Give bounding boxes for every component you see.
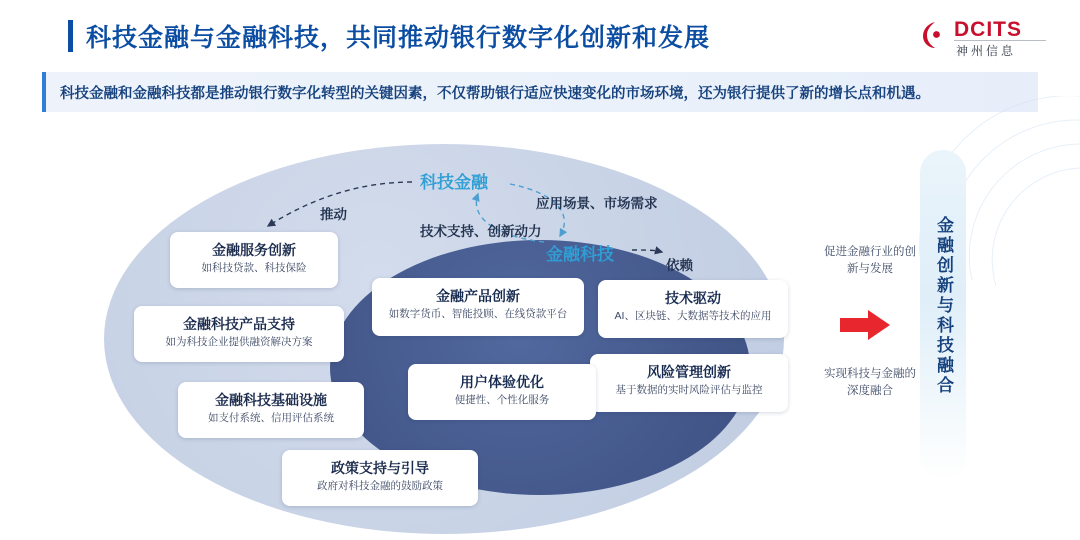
card-subtitle: AI、区块链、大数据等技术的应用 xyxy=(614,310,772,322)
card-title: 风险管理创新 xyxy=(647,364,731,380)
card-subtitle: 如科技贷款、科技保险 xyxy=(201,262,307,274)
card-outer-4[interactable] xyxy=(282,450,478,506)
card-inner-4[interactable] xyxy=(408,364,596,420)
card-inner-3[interactable] xyxy=(590,354,788,412)
label-relation-scenario-demand: 应用场景、市场需求 xyxy=(536,196,658,211)
card-title: 金融产品创新 xyxy=(436,288,520,304)
card-title: 用户体验优化 xyxy=(460,374,544,390)
card-title: 金融科技产品支持 xyxy=(183,316,295,332)
logo-text-sub: 神州信息 xyxy=(956,44,1017,58)
card-title: 政策支持与引导 xyxy=(331,460,429,476)
page-title: 科技金融与金融科技，共同推动银行数字化创新和发展 xyxy=(86,24,711,52)
card-outer-3[interactable] xyxy=(178,382,364,438)
red-arrow-icon xyxy=(838,308,892,342)
title-accent-bar xyxy=(68,20,73,52)
card-title: 金融科技基础设施 xyxy=(215,392,327,408)
card-subtitle: 政府对科技金融的鼓励政策 xyxy=(317,480,443,492)
card-subtitle: 如支付系统、信用评估系统 xyxy=(208,412,334,424)
side-note-top: 促进金融行业的创新与发展 xyxy=(824,246,916,275)
label-relation-depend: 依赖 xyxy=(666,258,693,273)
label-tech-finance: 科技金融 xyxy=(420,173,488,192)
card-outer-2[interactable] xyxy=(134,306,344,362)
card-inner-1[interactable] xyxy=(372,278,584,336)
card-inner-2[interactable] xyxy=(598,280,788,338)
logo-mark-icon xyxy=(920,20,950,50)
label-relation-tech-support: 技术支持、创新动力 xyxy=(420,224,542,239)
right-panel-title: 金融创新与科技融合 xyxy=(934,216,953,396)
subtitle-text: 科技金融和金融科技都是推动银行数字化转型的关键因素，不仅帮助银行适应快速变化的市场环境，还为银行提供了新的增长点和机遇。 xyxy=(60,85,930,102)
card-subtitle: 基于数据的实时风险评估与监控 xyxy=(615,384,763,396)
card-outer-1[interactable] xyxy=(170,232,338,288)
side-note-bottom: 实现科技与金融的深度融合 xyxy=(824,368,916,397)
card-subtitle: 便捷性、个性化服务 xyxy=(454,394,550,406)
card-subtitle: 如数字货币、智能投顾、在线贷款平台 xyxy=(388,308,568,320)
company-logo xyxy=(920,16,1050,62)
label-fintech: 金融科技 xyxy=(546,245,614,264)
card-title: 技术驱动 xyxy=(665,290,721,306)
label-relation-drive: 推动 xyxy=(320,207,347,222)
card-title: 金融服务创新 xyxy=(212,242,296,258)
logo-text-main: DCITS xyxy=(954,18,1022,41)
card-subtitle: 如为科技企业提供融资解决方案 xyxy=(165,336,313,348)
subtitle-band xyxy=(42,72,1038,112)
diagram-stage xyxy=(0,120,1080,540)
